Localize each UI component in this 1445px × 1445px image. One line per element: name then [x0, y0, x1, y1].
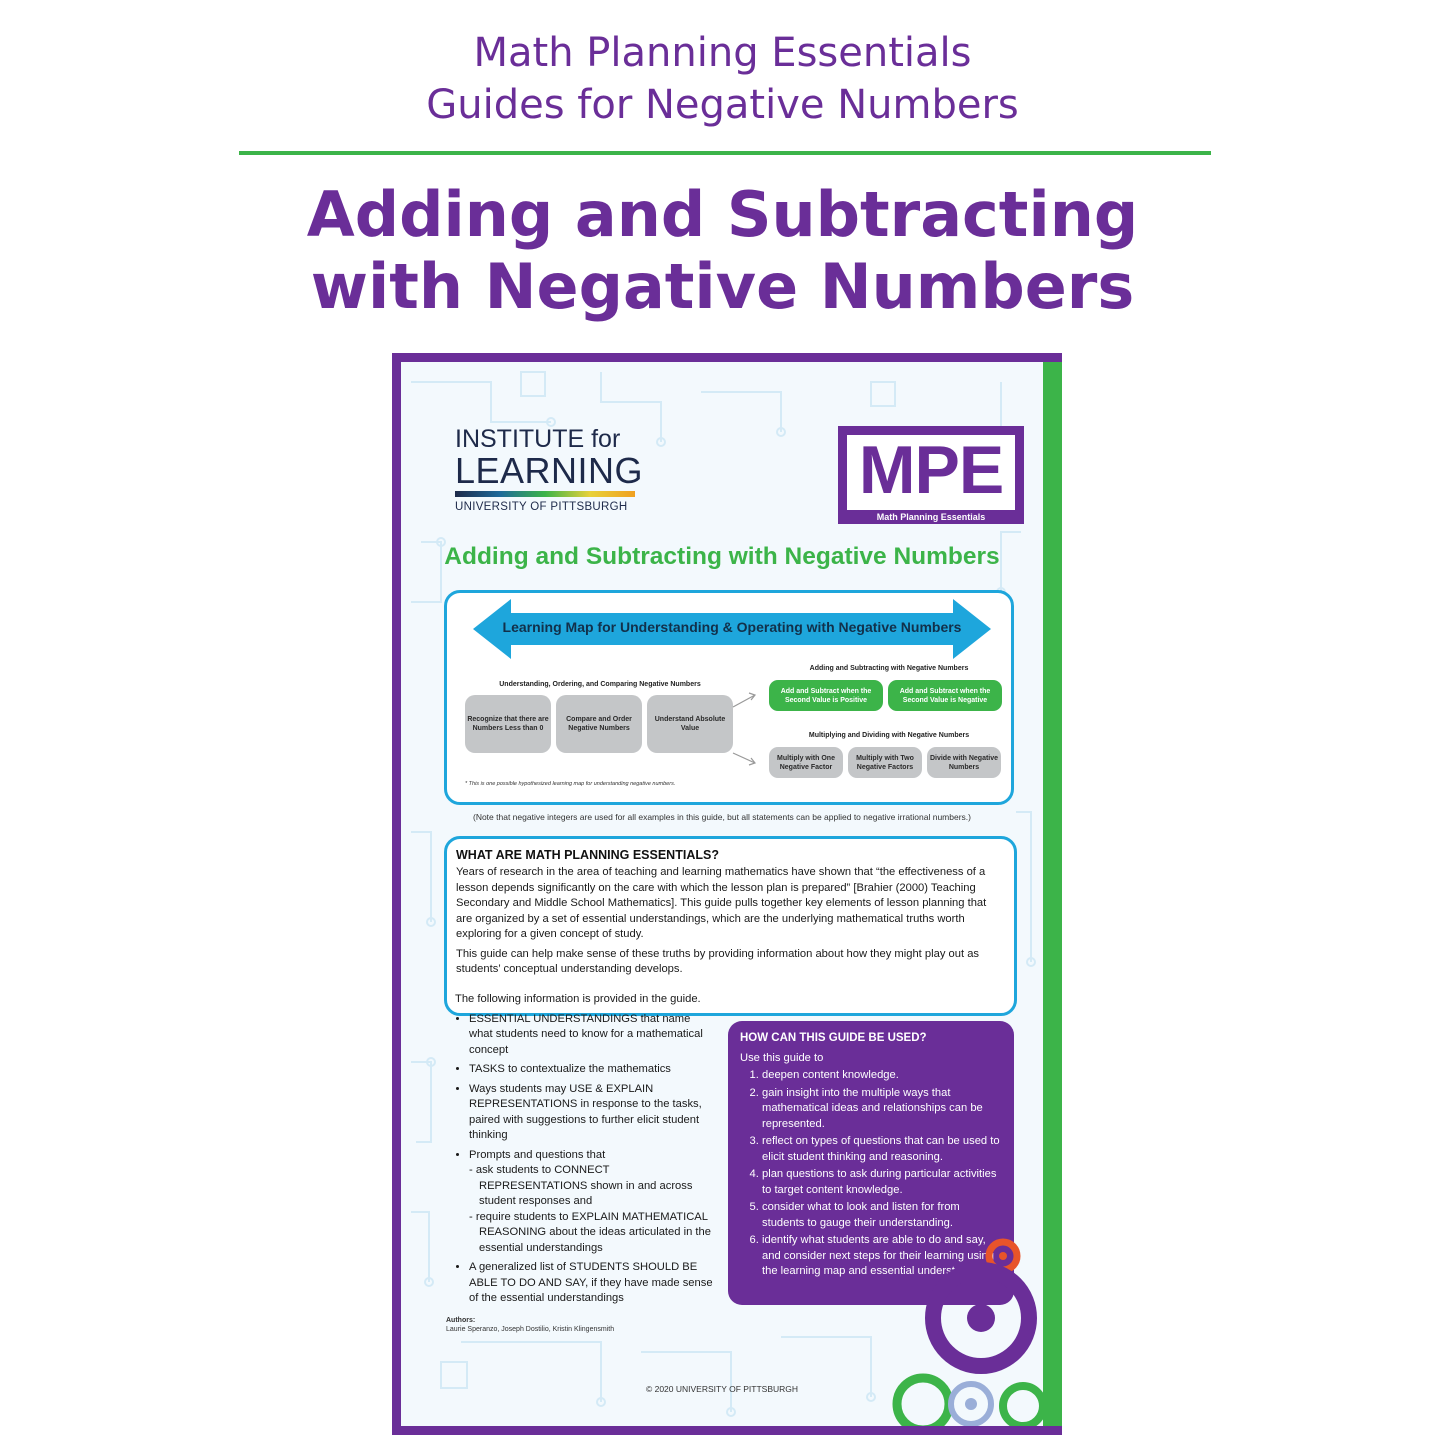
how-step: 2. gain insight into the multiple ways that mathematical ideas and relationships can be represented.: [762, 1086, 1002, 1133]
how-step: 3. reflect on types of questions that can be used to elicit student thinking and reasoning.: [762, 1134, 1002, 1165]
list-item: • ESSENTIAL UNDERSTANDINGS that name what students need to know for a mathematical concept: [469, 1012, 715, 1059]
logo-color-bar: [455, 491, 635, 497]
poster-title: Adding and Subtracting with Negative Numbers: [444, 543, 1000, 570]
map-node: Understand Absolute Value: [647, 695, 733, 753]
poster-frame-bottom: [392, 1426, 1062, 1435]
mpe-letters: MPE: [858, 432, 1004, 508]
header-line-2: Guides for Negative Numbers: [426, 82, 1019, 128]
list-intro: The following information is provided in the guide.: [455, 993, 701, 1005]
learning-map-box: [444, 590, 1014, 805]
map-node: Divide with Negative Numbers: [927, 747, 1001, 778]
group-label-understanding: Understanding, Ordering, and Comparing Negative Numbers: [499, 681, 701, 688]
mpe-subtitle: Math Planning Essentials: [838, 510, 1024, 524]
authors-names: Laurie Speranzo, Joseph Dostilio, Kristin Klingensmith: [446, 1326, 615, 1333]
irrational-note: (Note that negative integers are used for all examples in this guide, but all statements can be applied to negative irrational numbers.): [472, 812, 971, 822]
learning-map-footnote: * This is one possible hypothesized learning map for understanding negative numbers.: [465, 781, 676, 787]
how-step: 4. plan questions to ask during particular activities to target content knowledge.: [762, 1167, 1002, 1198]
copyright-text: © 2020 UNIVERSITY OF PITTSBURGH: [645, 1384, 799, 1394]
how-step: 5. consider what to look and listen for from students to gauge their understanding.: [762, 1200, 1002, 1231]
poster-inner: [401, 362, 1043, 1426]
list-item: • TASKS to contextualize the mathematics: [469, 1062, 715, 1078]
what-are-mpe-box: [444, 836, 1017, 1016]
group-label-adding: Adding and Subtracting with Negative Numbers: [809, 665, 969, 672]
poster-cover: [392, 353, 1062, 1435]
map-node: Recognize that there are Numbers Less than 0: [465, 695, 551, 753]
gears-icon: [883, 1226, 1043, 1426]
logo-line-2: LEARNING: [455, 450, 644, 491]
learning-map-title: Learning Map for Understanding & Operating with Negative Numbers: [502, 619, 962, 635]
list-item-text: Prompts and questions that: [469, 1148, 606, 1161]
authors-block: [446, 1317, 614, 1333]
mpe-logo: [838, 426, 1024, 524]
sub-list-item: - require students to EXPLAIN MATHEMATICAL REASONING about the ideas articulated in the essential understandings: [469, 1210, 711, 1254]
poster-frame-top: [392, 353, 1062, 362]
how-step: 6. identify what students are able to do and say, and consider next steps for their learning using the learning map and essential understandings.: [762, 1233, 1002, 1280]
branch-arrows-icon: [731, 685, 771, 785]
header-line-1: Math Planning Essentials: [473, 30, 972, 76]
group-label-multiplying: Multiplying and Dividing with Negative Numbers: [808, 732, 970, 739]
sub-list-item-text: require students to EXPLAIN MATHEMATICAL REASONING about the ideas articulated in the essential understandings: [475, 1210, 711, 1254]
list-item: • A generalized list of STUDENTS SHOULD BE ABLE TO DO AND SAY, if they have made sense of the essential understandings: [469, 1260, 715, 1307]
map-node-green: Add and Subtract when the Second Value is Positive: [769, 680, 883, 711]
map-node-green: Add and Subtract when the Second Value is Negative: [888, 680, 1002, 711]
authors-label: Authors:: [446, 1317, 476, 1324]
poster-frame-left: [392, 353, 401, 1435]
provided-info-list: [455, 992, 715, 1311]
list-item: [469, 1148, 715, 1257]
main-title-line-2: with Negative Numbers: [310, 250, 1135, 323]
list-item: • Ways students may USE & EXPLAIN REPRESENTATIONS in response to the tasks, paired with suggestions to further elicit student thinking: [469, 1082, 715, 1144]
logo-line-1: INSTITUTE for: [455, 425, 621, 453]
what-heading: WHAT ARE MATH PLANNING ESSENTIALS?: [456, 848, 719, 862]
map-node: Multiply with Two Negative Factors: [848, 747, 922, 778]
main-title-line-1: Adding and Subtracting: [306, 178, 1139, 251]
logo-line-3: UNIVERSITY OF PITTSBURGH: [455, 501, 628, 513]
sub-list-item: - ask students to CONNECT REPRESENTATIONS shown in and across student responses and: [469, 1164, 693, 1207]
how-intro: Use this guide to: [740, 1051, 824, 1064]
map-node: Compare and Order Negative Numbers: [556, 695, 642, 753]
what-paragraph-2: This guide can help make sense of these truths by providing information about how they might play out as students’ conceptual understanding develops.: [456, 947, 980, 975]
what-paragraph-1: Years of research in the area of teaching and learning mathematics have shown that “the effectiveness of a lesson depends significantly on the care with which the lesson plan is prepared” [Brahier (2000) Teaching Secondary and Middle School Mathematics]. This guide pulls together key elements of lesson planning that are organized by a set of essential understandings, which are the underlying mathematical truths worth exploring for a given concept of study.: [456, 866, 987, 940]
institute-for-learning-logo: [455, 425, 644, 513]
poster-frame-green: [1043, 353, 1062, 1435]
map-node: Multiply with One Negative Factor: [769, 747, 843, 778]
how-step: 1. deepen content knowledge.: [762, 1068, 1002, 1084]
how-heading: HOW CAN THIS GUIDE BE USED?: [740, 1032, 927, 1044]
header-divider: [239, 151, 1211, 155]
sub-list-item-text: ask students to CONNECT REPRESENTATIONS shown in and across student responses and: [475, 1164, 693, 1207]
